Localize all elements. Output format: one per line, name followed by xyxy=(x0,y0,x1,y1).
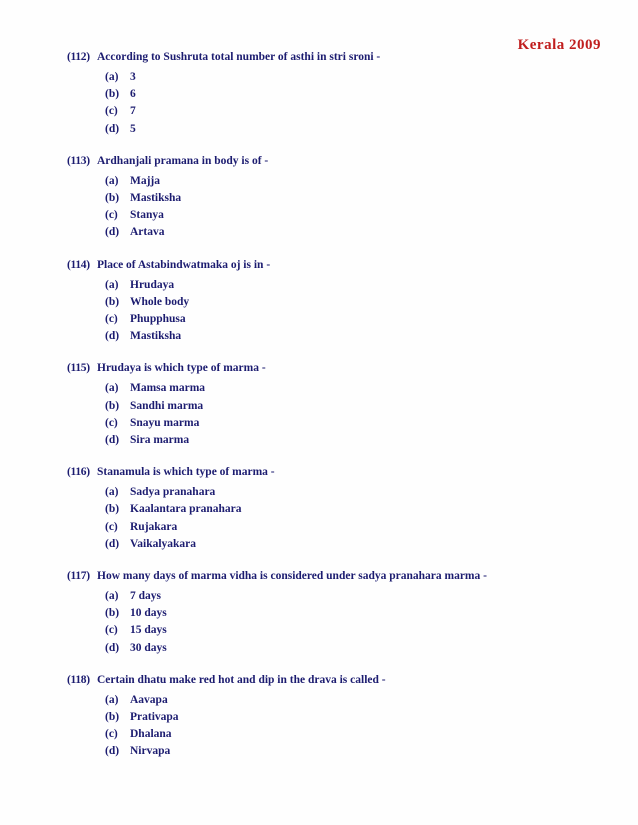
option-letter: (d) xyxy=(105,434,120,447)
option-row xyxy=(105,536,613,553)
option-text: Phupphusa xyxy=(130,313,186,326)
question-number: (113) xyxy=(67,154,90,167)
question-number: (114) xyxy=(67,258,90,271)
option-row xyxy=(105,605,613,622)
question-text: How many days of marma vidha is considered under sadya pranahara marma - xyxy=(97,570,487,583)
option-letter: (d) xyxy=(105,641,120,654)
option-list xyxy=(105,692,613,761)
option-list xyxy=(105,277,613,346)
option-row xyxy=(105,121,613,138)
option-row xyxy=(105,743,613,760)
exam-source-badge: Kerala 2009 xyxy=(517,37,601,53)
option-row xyxy=(105,501,613,518)
option-row xyxy=(105,709,613,726)
option-text: Stanya xyxy=(130,209,164,222)
option-text: Sira marma xyxy=(130,434,190,447)
question-line xyxy=(67,49,613,66)
option-row xyxy=(105,190,613,207)
option-row xyxy=(105,588,613,605)
question-line xyxy=(67,464,613,481)
option-letter: (d) xyxy=(105,537,120,550)
option-letter: (b) xyxy=(105,711,120,724)
option-letter: (d) xyxy=(105,122,120,135)
option-text: Nirvapa xyxy=(130,745,171,758)
option-row xyxy=(105,224,613,241)
question-text: Ardhanjali pramana in body is of - xyxy=(97,154,269,167)
option-letter: (b) xyxy=(105,88,120,101)
question-line xyxy=(67,153,613,170)
option-row xyxy=(105,103,613,120)
option-letter: (b) xyxy=(105,295,120,308)
option-row xyxy=(105,86,613,103)
question-block xyxy=(67,672,613,761)
question-number: (116) xyxy=(67,466,90,479)
option-list xyxy=(105,69,613,138)
option-text: Vaikalyakara xyxy=(130,537,197,550)
option-row xyxy=(105,415,613,432)
question-list xyxy=(67,49,613,776)
question-line xyxy=(67,672,613,689)
question-line xyxy=(67,360,613,377)
option-letter: (b) xyxy=(105,192,120,205)
question-number: (112) xyxy=(67,51,90,63)
option-row xyxy=(105,692,613,709)
question-block xyxy=(67,568,613,657)
question-block xyxy=(67,153,613,242)
option-list xyxy=(105,484,613,553)
option-row xyxy=(105,640,613,657)
option-text: Sadya pranahara xyxy=(130,486,216,499)
question-text: Stanamula is which type of marma - xyxy=(97,466,275,479)
option-letter: (a) xyxy=(105,382,119,395)
option-letter: (a) xyxy=(105,174,119,187)
question-text: Place of Astabindwatmaka oj is in - xyxy=(97,258,271,271)
option-letter: (a) xyxy=(105,71,119,83)
question-number: (117) xyxy=(67,570,90,583)
option-row xyxy=(105,277,613,294)
option-text: 30 days xyxy=(130,641,167,654)
option-row xyxy=(105,726,613,743)
option-row xyxy=(105,69,613,86)
option-text: Mamsa marma xyxy=(130,382,206,395)
question-line xyxy=(67,257,613,274)
option-text: 7 xyxy=(130,105,136,118)
option-letter: (a) xyxy=(105,486,119,499)
option-text: Mastiksha xyxy=(130,192,182,205)
option-list xyxy=(105,588,613,657)
option-row xyxy=(105,311,613,328)
option-row xyxy=(105,294,613,311)
option-text: 15 days xyxy=(130,624,167,637)
option-text: Snayu marma xyxy=(130,416,200,429)
option-row xyxy=(105,173,613,190)
option-text: Prativapa xyxy=(130,711,179,724)
option-row xyxy=(105,484,613,501)
option-text: Mastiksha xyxy=(130,330,182,343)
option-letter: (d) xyxy=(105,226,120,239)
option-row xyxy=(105,398,613,415)
question-block xyxy=(67,360,613,449)
question-block xyxy=(67,464,613,553)
option-letter: (c) xyxy=(105,624,118,637)
option-row xyxy=(105,328,613,345)
option-row xyxy=(105,207,613,224)
option-row xyxy=(105,622,613,639)
option-text: Hrudaya xyxy=(130,278,175,291)
option-text: Rujakara xyxy=(130,520,178,533)
question-text: Hrudaya is which type of marma - xyxy=(97,362,266,375)
option-text: Sandhi marma xyxy=(130,399,204,412)
option-letter: (d) xyxy=(105,330,120,343)
option-letter: (b) xyxy=(105,607,120,620)
question-block xyxy=(67,49,613,138)
question-text: Certain dhatu make red hot and dip in the drava is called - xyxy=(97,673,386,686)
option-letter: (c) xyxy=(105,728,118,741)
option-letter: (c) xyxy=(105,520,118,533)
option-letter: (c) xyxy=(105,313,118,326)
option-letter: (a) xyxy=(105,693,119,706)
option-text: 7 days xyxy=(130,590,161,603)
option-letter: (a) xyxy=(105,278,119,291)
option-row xyxy=(105,432,613,449)
question-line xyxy=(67,568,613,585)
option-text: Dhalana xyxy=(130,728,172,741)
option-letter: (c) xyxy=(105,105,118,118)
option-row xyxy=(105,519,613,536)
option-letter: (d) xyxy=(105,745,120,758)
question-text: According to Sushruta total number of asthi in stri sroni - xyxy=(97,51,381,63)
option-letter: (a) xyxy=(105,590,119,603)
option-letter: (b) xyxy=(105,503,120,516)
question-number: (115) xyxy=(67,362,90,375)
option-text: 6 xyxy=(130,88,136,101)
option-text: Majja xyxy=(130,174,161,187)
option-text: Whole body xyxy=(130,295,190,308)
option-text: 3 xyxy=(130,71,136,83)
option-row xyxy=(105,380,613,397)
option-text: Kaalantara pranahara xyxy=(130,503,242,516)
option-letter: (c) xyxy=(105,209,118,222)
option-letter: (c) xyxy=(105,416,118,429)
option-text: 10 days xyxy=(130,607,167,620)
question-block xyxy=(67,257,613,346)
option-list xyxy=(105,380,613,449)
option-text: Aavapa xyxy=(130,693,168,706)
question-number: (118) xyxy=(67,673,90,686)
option-list xyxy=(105,173,613,242)
option-text: Artava xyxy=(130,226,165,239)
option-letter: (b) xyxy=(105,399,120,412)
option-text: 5 xyxy=(130,122,136,135)
